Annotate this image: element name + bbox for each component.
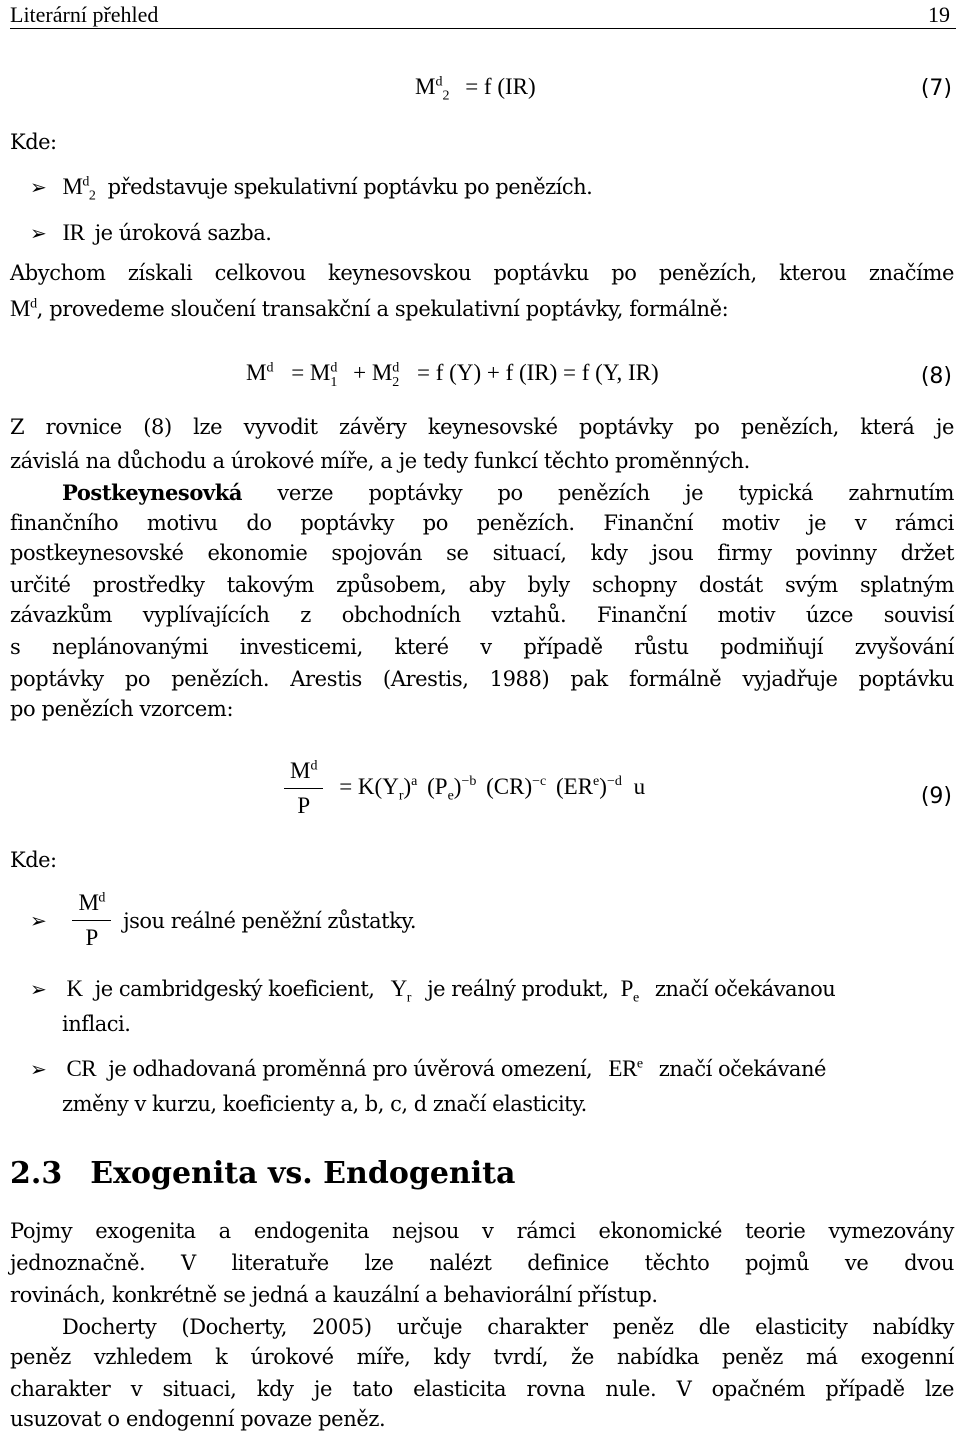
bullet-continuation: inflaci. xyxy=(62,1012,131,1036)
paragraph-line: závislá na důchodu a úrokové míře, a je tedy funkcí těchto proměnných. xyxy=(10,449,750,473)
bullet-continuation: změny v kurzu, koeficienty a, b, c, d značí elasticity. xyxy=(62,1092,587,1116)
page-number: 19 xyxy=(928,2,950,27)
arrow-bullet-icon: ➢ xyxy=(30,1057,47,1081)
paragraph-line: po penězích vzorcem: xyxy=(10,697,234,721)
header-title: Literární přehled xyxy=(10,2,159,27)
kde-label-1: Kde: xyxy=(10,130,57,154)
equation-7-number: (7) xyxy=(920,76,952,101)
fraction: $\frac{M^d}{P}$ xyxy=(72,890,110,951)
kde-label-2: Kde: xyxy=(10,848,57,872)
section-title: Exogenita vs. Endogenita xyxy=(90,1156,516,1191)
equation-9-number: (9) xyxy=(920,784,952,809)
paragraph-line: Postkeynesovká verze poptávky po penězích je typická zahrnutím xyxy=(62,480,954,505)
paragraph-line: postkeynesovské ekonomie spojován se situací, kdy jsou firmy povinny držet xyxy=(10,541,954,565)
paragraph-line: Abychom získali celkovou keynesovskou poptávku po penězích, kterou značíme xyxy=(10,261,954,285)
paragraph-line: s neplánovanými investicemi, které v případě růstu podmiňují zvyšování xyxy=(10,635,954,659)
paragraph-line: určité prostředky takovým způsobem, aby byly schopny dostát svým splatným xyxy=(10,573,954,597)
bullet-item: ➢ K je cambridgeský koeficient, $Y_r$ je reálný produkt, $P_e$ značí očekávanou xyxy=(30,976,836,1006)
arrow-bullet-icon: ➢ xyxy=(30,977,47,1001)
arrow-bullet-icon: ➢ xyxy=(30,175,47,199)
paragraph-line: $M^d$, provedeme sloučení transakční a spekulativní poptávky, formálně: xyxy=(10,296,729,321)
paragraph-line: poptávky po penězích. Arestis (Arestis, 1988) pak formálně vyjadřuje poptávku xyxy=(10,667,954,691)
bold-term: Postkeynesovká xyxy=(62,480,243,505)
paragraph-line: Pojmy exogenita a endogenita nejsou v rámci ekonomické teorie vymezovány xyxy=(10,1219,954,1243)
equation-9: $\frac{M^d}{P}$ = $K(Y_r)^a$ $(P_e)^{-b}$ (CR)$^{-c}$ $(ER^e)^{-d}$ u xyxy=(284,758,645,819)
equation-7: $M^d_2 = f$ (IR) xyxy=(415,74,536,104)
paragraph-line: jednoznačně. V literatuře lze nalézt definice těchto pojmů ve dvou xyxy=(10,1251,954,1275)
paragraph-line: rovinách, konkrétně se jedná a kauzální a behaviorální přístup. xyxy=(10,1283,658,1307)
bullet-item: ➢ IR je úroková sazba. xyxy=(30,220,272,245)
section-number: 2.3 xyxy=(10,1156,63,1191)
paragraph-line: peněz vzhledem k úrokové míře, kdy tvrdí, že nabídka peněz má exogenní xyxy=(10,1345,954,1369)
equation-8: $M^d = M^d_1 + M^d_2 = f$ (Y) + f (IR) = f (Y, IR) xyxy=(246,360,659,390)
paragraph-line: finančního motivu do poptávky po penězích. Finanční motiv je v rámci xyxy=(10,511,954,535)
paragraph-line: Docherty (Docherty, 2005) určuje charakter peněz dle elasticity nabídky xyxy=(62,1315,954,1339)
paragraph-line: usuzovat o endogenní povaze peněz. xyxy=(10,1407,386,1431)
bullet-item: ➢ $M^d_2$ představuje spekulativní poptávku po penězích. xyxy=(30,174,593,204)
running-header xyxy=(10,0,956,29)
bullet-item: ➢ CR je odhadovaná proměnná pro úvěrová omezení, $ER^e$ značí očekávané xyxy=(30,1056,826,1081)
section-heading xyxy=(10,1156,515,1191)
arrow-bullet-icon: ➢ xyxy=(30,908,47,933)
paragraph-line: závazkům vyplívajících z obchodních vztahů. Finanční motiv úzce souvisí xyxy=(10,603,954,627)
fraction: $\frac{M^d}{P}$ xyxy=(284,758,323,819)
paragraph-line: charakter v situaci, kdy je tato elasticita rovna nule. V opačném případě lze xyxy=(10,1377,954,1401)
bullet-item: ➢ $\frac{M^d}{P}$ jsou reálné peněžní zůstatky. xyxy=(30,890,417,950)
arrow-bullet-icon: ➢ xyxy=(30,221,47,245)
paragraph-line: Z rovnice (8) lze vyvodit závěry keynesovské poptávky po penězích, která je xyxy=(10,415,954,439)
equation-8-number: (8) xyxy=(920,364,952,389)
